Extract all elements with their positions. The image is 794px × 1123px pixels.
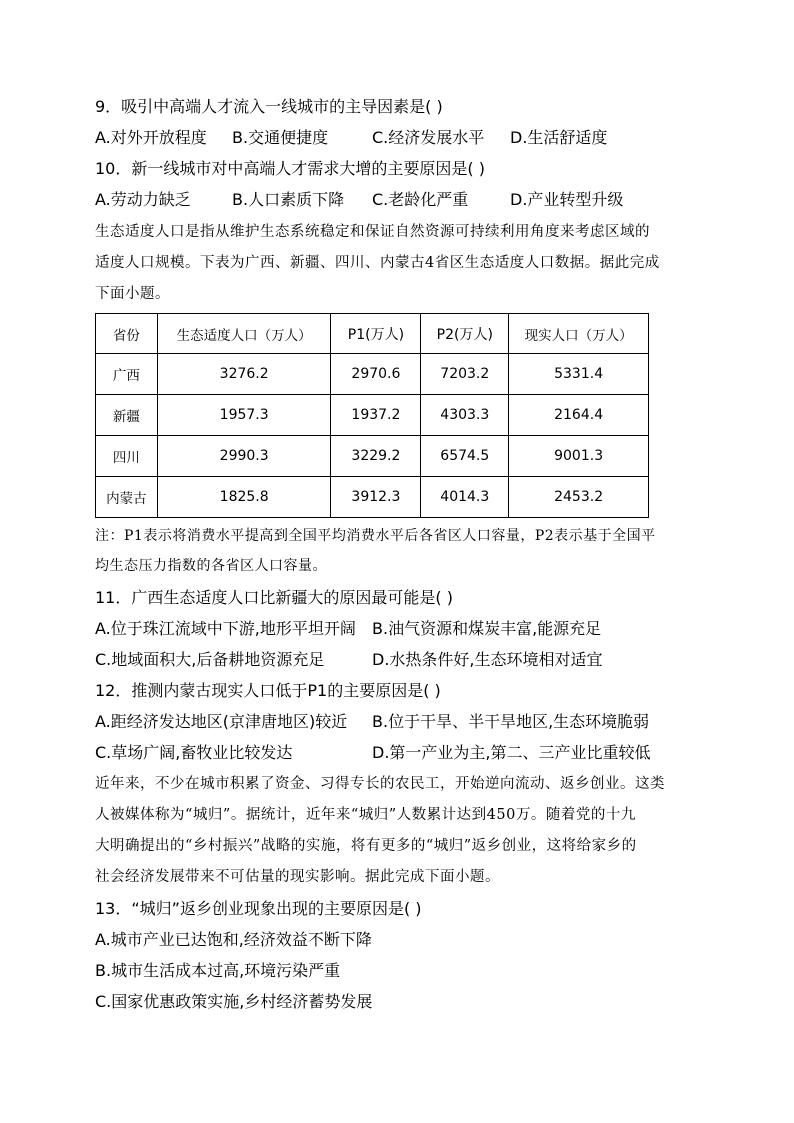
passage-1-line-1: 生态适度人口是指从维护生态系统稳定和保证自然资源可持续利用角度来考虑区域的: [95, 224, 650, 240]
question-12-option-c[interactable]: C.草场广阔,畜牧业比较发达: [95, 743, 293, 762]
table-header-row: [96, 314, 649, 354]
passage-2-line-2: 人被媒体称为“城归”。据统计，近年来“城归”人数累计达到450万。随着党的十九: [95, 807, 636, 823]
question-10-option-d[interactable]: D.产业转型升级: [510, 190, 624, 209]
table-cell: 3912.3: [331, 477, 421, 518]
question-11-options-row-1: [95, 619, 655, 639]
passage-2-line-3: 大明确提出的“乡村振兴”战略的实施，将有更多的“城归”返乡创业，这将给家乡的: [95, 838, 637, 854]
table-cell: 3229.2: [331, 436, 421, 477]
table-cell: 4303.3: [421, 395, 509, 436]
question-13-option-b[interactable]: B.城市生活成本过高,环境污染严重: [95, 961, 341, 980]
table-header-p2: P2(万人): [421, 314, 509, 354]
table-cell: 四川: [96, 436, 158, 477]
passage-1-line-3: 下面小题。: [95, 286, 170, 302]
passage-2-line-1: 近年来，不少在城市积累了资金、习得专长的农民工，开始逆向流动、返乡创业。这类: [95, 776, 665, 792]
question-9-option-a[interactable]: A.对外开放程度: [95, 128, 207, 147]
question-13-option-c[interactable]: C.国家优惠政策实施,乡村经济蓄势发展: [95, 992, 373, 1011]
ecological-population-table: [95, 313, 649, 518]
question-12-options-row-2: [95, 743, 685, 763]
table-cell: 1937.2: [331, 395, 421, 436]
question-13-option-a[interactable]: A.城市产业已达饱和,经济效益不断下降: [95, 930, 372, 949]
table-cell: 2164.4: [509, 395, 649, 436]
question-10-stem: 10．新一线城市对中高端人才需求大增的主要原因是( ): [95, 159, 485, 178]
table-header-actual-population: 现实人口（万人）: [509, 314, 649, 354]
table-cell: 3276.2: [157, 354, 331, 395]
table-cell: 9001.3: [509, 436, 649, 477]
table-note-line-2: 均生态压力指数的各省区人口容量。: [95, 558, 327, 574]
table-cell: 7203.2: [421, 354, 509, 395]
table-cell: 1825.8: [157, 477, 331, 518]
question-12-options-row-1: [95, 712, 685, 732]
table-note-line-1: 注：P1表示将消费水平提高到全国平均消费水平后各省区人口容量，P2表示基于全国平: [95, 528, 656, 544]
table-cell: 4014.3: [421, 477, 509, 518]
question-9-options: [95, 128, 655, 148]
question-9-option-d[interactable]: D.生活舒适度: [510, 128, 608, 147]
question-10-option-b[interactable]: B.人口素质下降: [232, 190, 345, 209]
table-cell: 新疆: [96, 395, 158, 436]
table-cell: 6574.5: [421, 436, 509, 477]
question-9-stem: 9．吸引中高端人才流入一线城市的主导因素是( ): [95, 97, 443, 116]
table-row: [96, 354, 649, 395]
question-11-options-row-2: [95, 650, 655, 670]
table-header-p1: P1(万人): [331, 314, 421, 354]
question-12-stem: 12．推测内蒙古现实人口低于P1的主要原因是( ): [95, 681, 441, 700]
passage-2-line-4: 社会经济发展带来不可估量的现实影响。据此完成下面小题。: [95, 869, 500, 885]
table-cell: 2453.2: [509, 477, 649, 518]
table-cell: 5331.4: [509, 354, 649, 395]
table-cell: 2970.6: [331, 354, 421, 395]
table-row: [96, 436, 649, 477]
question-11-option-b[interactable]: B.油气资源和煤炭丰富,能源充足: [372, 619, 602, 638]
question-12-option-b[interactable]: B.位于干旱、半干旱地区,生态环境脆弱: [372, 712, 650, 731]
table-header-province: 省份: [96, 314, 158, 354]
question-10-options: [95, 190, 655, 210]
question-12-option-d[interactable]: D.第一产业为主,第二、三产业比重较低: [372, 743, 651, 762]
table-cell: 2990.3: [157, 436, 331, 477]
table-cell: 1957.3: [157, 395, 331, 436]
question-9-option-b[interactable]: B.交通便捷度: [232, 128, 329, 147]
question-9-option-c[interactable]: C.经济发展水平: [372, 128, 485, 147]
question-11-option-d[interactable]: D.水热条件好,生态环境相对适宜: [372, 650, 603, 669]
question-11-option-c[interactable]: C.地域面积大,后备耕地资源充足: [95, 650, 325, 669]
table-row: [96, 477, 649, 518]
question-11-stem: 11．广西生态适度人口比新疆大的原因最可能是( ): [95, 588, 453, 607]
question-13-stem: 13．“城归”返乡创业现象出现的主要原因是( ): [95, 899, 422, 918]
question-10-option-a[interactable]: A.劳动力缺乏: [95, 190, 191, 209]
question-11-option-a[interactable]: A.位于珠江流域中下游,地形平坦开阔: [95, 619, 356, 638]
passage-1-line-2: 适度人口规模。下表为广西、新疆、四川、内蒙古4省区生态适度人口数据。据此完成: [95, 255, 660, 271]
table-cell: 内蒙古: [96, 477, 158, 518]
question-10-option-c[interactable]: C.老龄化严重: [372, 190, 469, 209]
table-header-eco-population: 生态适度人口（万人）: [157, 314, 331, 354]
table-row: [96, 395, 649, 436]
table-cell: 广西: [96, 354, 158, 395]
question-12-option-a[interactable]: A.距经济发达地区(京津唐地区)较近: [95, 712, 348, 731]
